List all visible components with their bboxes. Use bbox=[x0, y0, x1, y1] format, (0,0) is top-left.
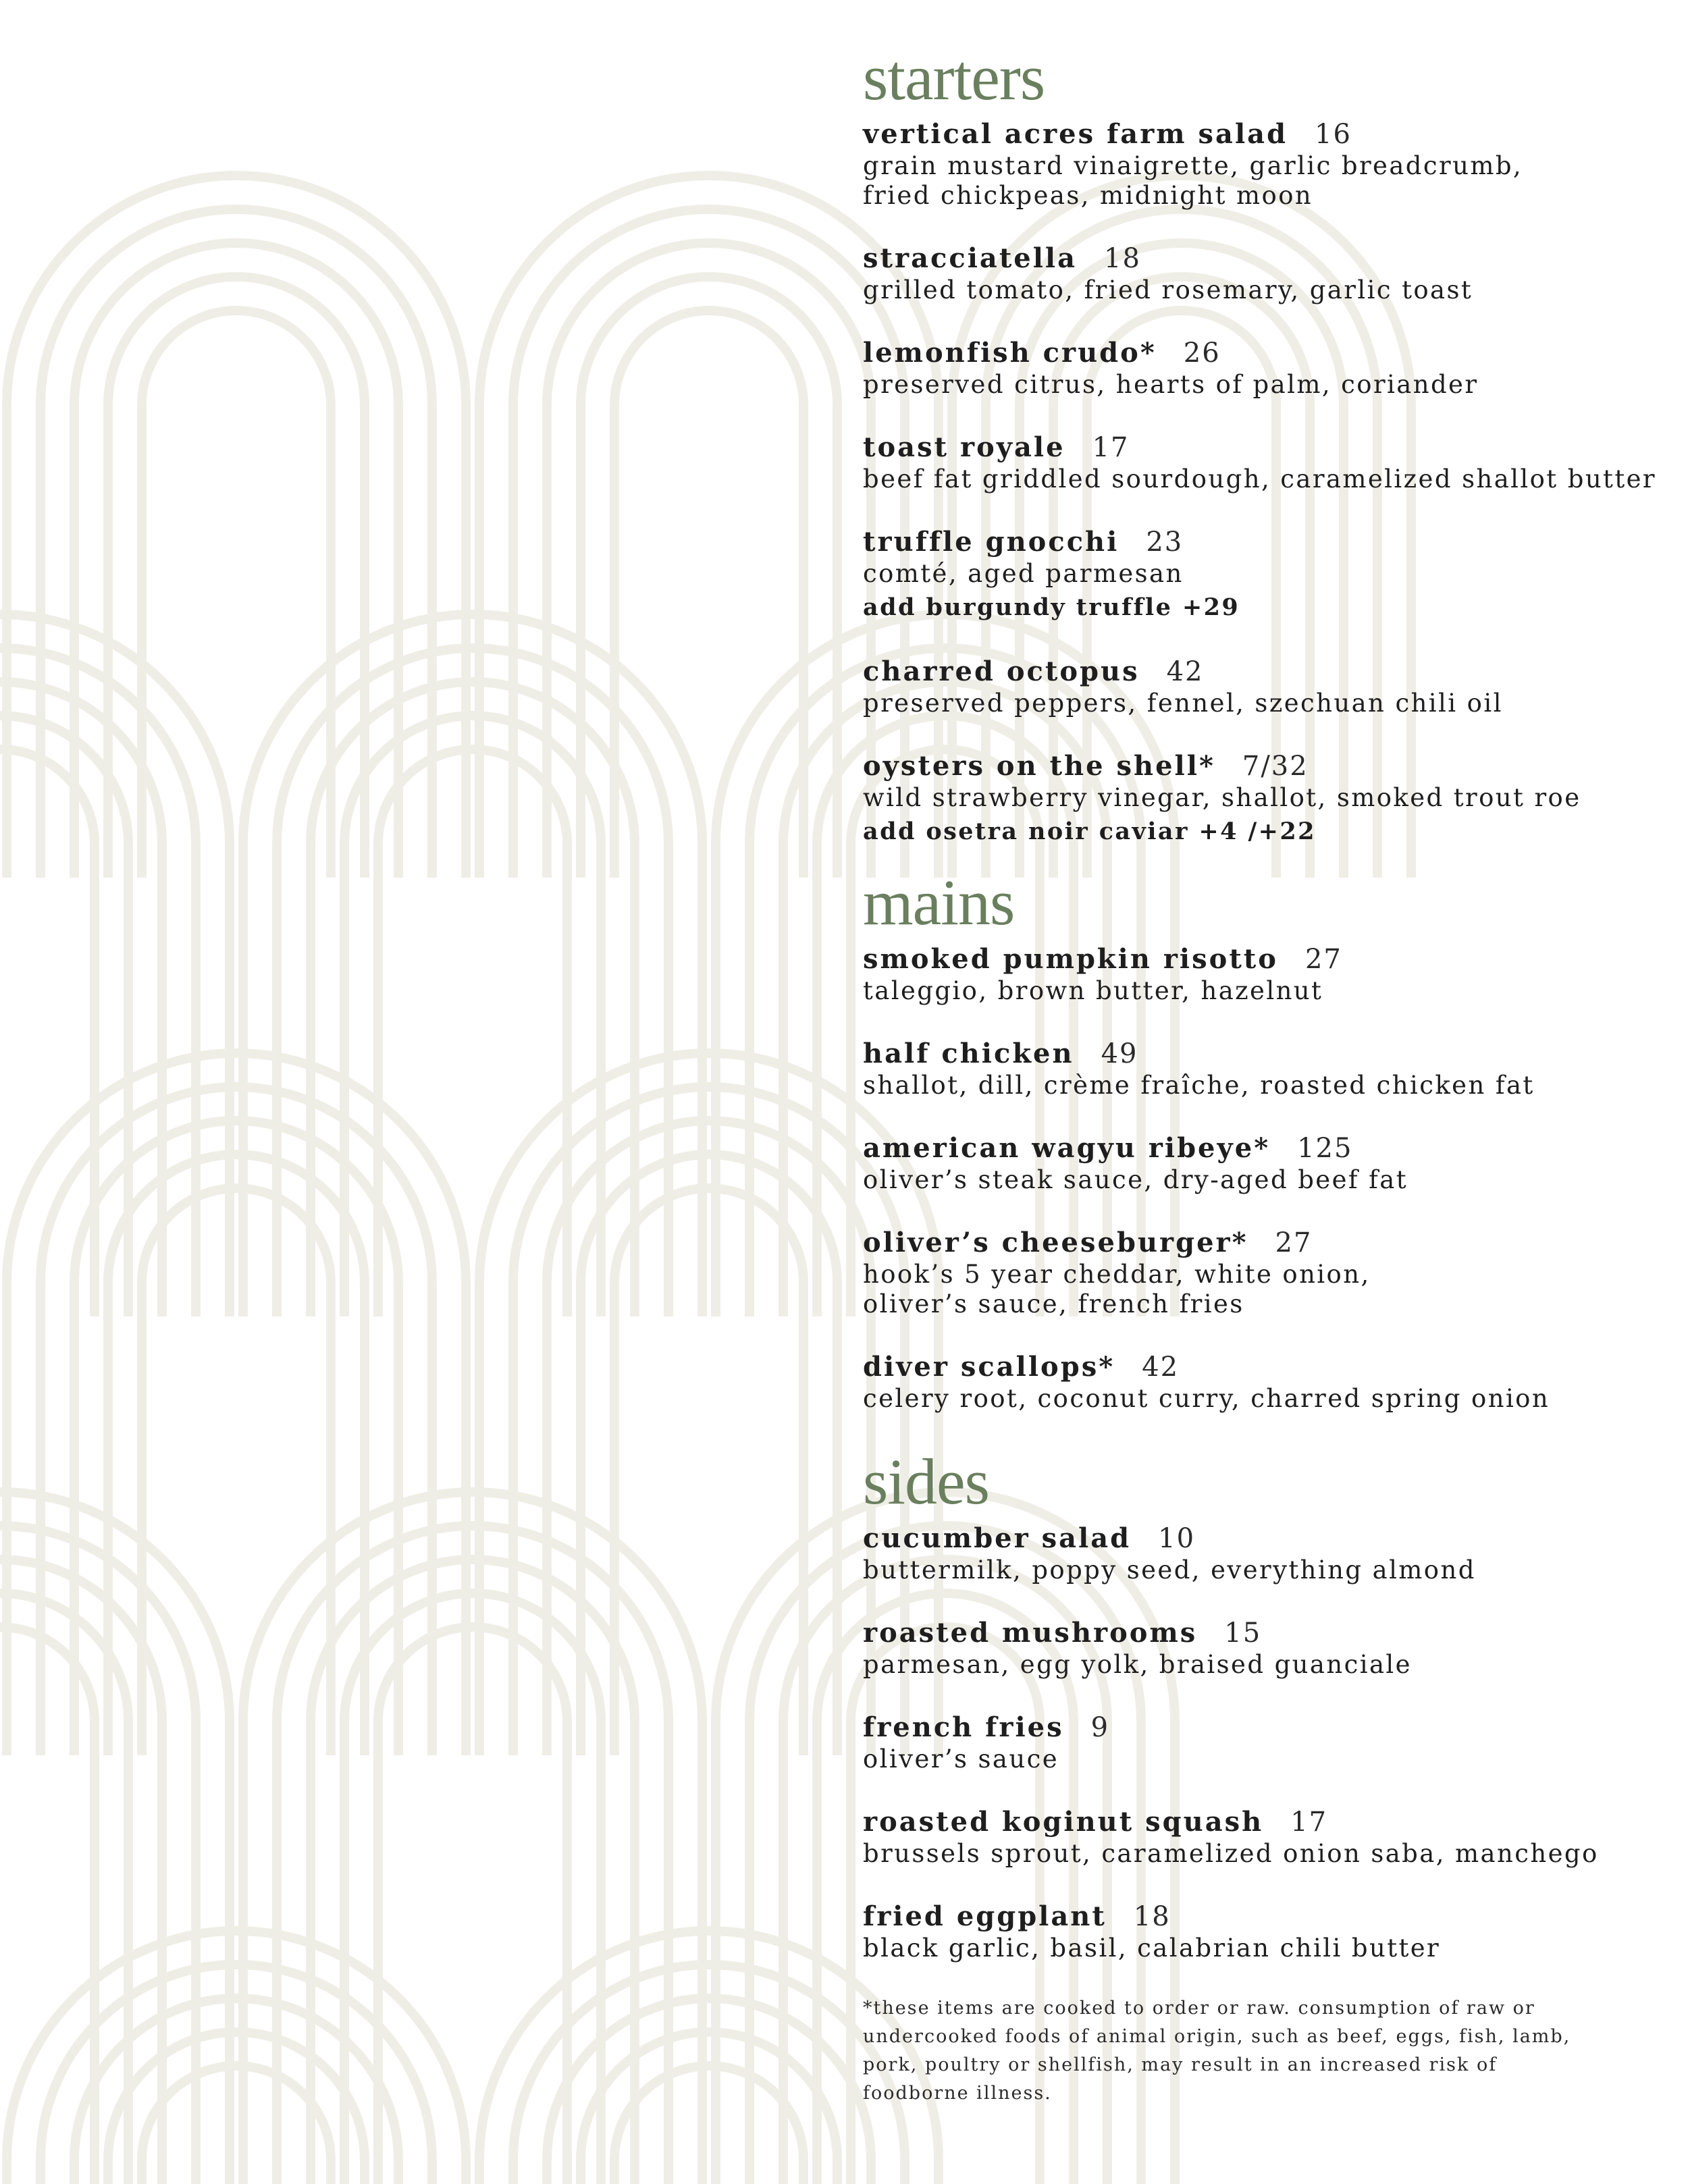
item-price: 18 bbox=[1104, 243, 1141, 274]
menu-item bbox=[863, 1350, 1660, 1414]
item-name: cucumber salad bbox=[863, 1522, 1132, 1554]
item-name: vertical acres farm salad bbox=[863, 118, 1288, 150]
menu-item bbox=[863, 1522, 1660, 1585]
section-sides bbox=[863, 1445, 1660, 1963]
item-description: grain mustard vinaigrette, garlic breadcrumb, fried chickpeas, midnight moon bbox=[863, 151, 1523, 210]
menu-item bbox=[863, 242, 1660, 305]
item-name: charred octopus bbox=[863, 656, 1140, 687]
item-addon: add osetra noir caviar +4 /+22 bbox=[863, 818, 1316, 845]
item-description: taleggio, brown butter, hazelnut bbox=[863, 976, 1323, 1005]
section-starters bbox=[863, 41, 1660, 848]
item-description: wild strawberry vinegar, shallot, smoked trout roe bbox=[863, 783, 1581, 812]
arch-shape bbox=[0, 614, 230, 1316]
item-name: toast royale bbox=[863, 431, 1065, 463]
section-mains bbox=[863, 865, 1660, 1414]
item-price: 16 bbox=[1315, 119, 1352, 150]
section-title: starters bbox=[863, 41, 1045, 113]
item-price: 27 bbox=[1275, 1227, 1313, 1258]
item-price: 49 bbox=[1101, 1038, 1138, 1069]
menu-item bbox=[863, 1226, 1660, 1319]
allergen-footnote: *these items are cooked to order or raw. consumption of raw or undercooked foods of animal origin, such as beef, eggs, fish, lamb, pork, poultry or shellfish, may result in an increased risk of foodborne illness. bbox=[863, 1998, 1571, 2104]
menu-column bbox=[863, 41, 1660, 2108]
item-name: french fries bbox=[863, 1711, 1064, 1743]
item-name: roasted koginut squash bbox=[863, 1806, 1264, 1838]
item-description: brussels sprout, caramelized onion saba, manchego bbox=[863, 1839, 1599, 1868]
menu-item bbox=[863, 942, 1660, 1006]
arch-shape bbox=[7, 176, 466, 878]
item-description: celery root, coconut curry, charred spring onion bbox=[863, 1384, 1550, 1413]
item-name: oysters on the shell* bbox=[863, 750, 1215, 782]
item-name: oliver’s cheeseburger* bbox=[863, 1227, 1248, 1258]
item-price: 7/32 bbox=[1242, 751, 1309, 782]
item-addon: add burgundy truffle +29 bbox=[863, 593, 1240, 621]
item-price: 17 bbox=[1092, 432, 1130, 463]
item-price: 125 bbox=[1297, 1133, 1353, 1164]
item-name: truffle gnocchi bbox=[863, 526, 1119, 558]
item-price: 27 bbox=[1304, 944, 1342, 975]
section-title: sides bbox=[863, 1445, 989, 1518]
item-price: 15 bbox=[1224, 1618, 1262, 1649]
item-price: 10 bbox=[1158, 1523, 1196, 1554]
item-price: 26 bbox=[1183, 338, 1221, 369]
item-name: american wagyu ribeye* bbox=[863, 1132, 1271, 1164]
item-description: beef fat griddled sourdough, caramelized shallot butter bbox=[863, 464, 1656, 494]
item-name: stracciatella bbox=[863, 242, 1078, 274]
item-name: lemonfish crudo* bbox=[863, 337, 1157, 369]
menu-item bbox=[863, 655, 1660, 718]
arch-shape bbox=[243, 614, 702, 1316]
item-description: shallot, dill, crème fraîche, roasted chicken fat bbox=[863, 1071, 1535, 1100]
item-price: 23 bbox=[1146, 527, 1184, 558]
arch-shape bbox=[7, 1931, 466, 2184]
menu-item bbox=[863, 1805, 1660, 1869]
section-title: mains bbox=[863, 866, 1015, 938]
menu-item bbox=[863, 1616, 1660, 1680]
menu-item bbox=[863, 1037, 1660, 1100]
item-price: 18 bbox=[1133, 1901, 1171, 1932]
menu-item bbox=[863, 1711, 1660, 1774]
item-description: oliver’s steak sauce, dry-aged beef fat bbox=[863, 1165, 1408, 1194]
item-description: preserved peppers, fennel, szechuan chili oil bbox=[863, 689, 1503, 718]
item-description: oliver’s sauce bbox=[863, 1744, 1059, 1774]
menu-item bbox=[863, 117, 1660, 211]
item-name: roasted mushrooms bbox=[863, 1617, 1198, 1649]
item-description: preserved citrus, hearts of palm, coriander bbox=[863, 370, 1479, 399]
menu-item bbox=[863, 749, 1660, 848]
item-price: 9 bbox=[1090, 1712, 1110, 1743]
item-description: black garlic, basil, calabrian chili butter bbox=[863, 1934, 1441, 1963]
item-description: comté, aged parmesan bbox=[863, 559, 1184, 588]
menu-item bbox=[863, 336, 1660, 400]
item-price: 42 bbox=[1142, 1352, 1180, 1383]
item-name: smoked pumpkin risotto bbox=[863, 943, 1278, 975]
menu-item bbox=[863, 431, 1660, 494]
item-description: parmesan, egg yolk, braised guanciale bbox=[863, 1650, 1412, 1679]
item-name: diver scallops* bbox=[863, 1351, 1115, 1383]
item-price: 17 bbox=[1290, 1807, 1328, 1838]
item-name: half chicken bbox=[863, 1038, 1074, 1069]
menu-item bbox=[863, 1131, 1660, 1195]
arch-shape bbox=[7, 1053, 466, 1755]
item-price: 42 bbox=[1166, 656, 1204, 687]
menu-item bbox=[863, 525, 1660, 624]
item-description: hook’s 5 year cheddar, white onion, oliver’s sauce, french fries bbox=[863, 1260, 1371, 1319]
item-name: fried eggplant bbox=[863, 1900, 1107, 1932]
item-description: buttermilk, poppy seed, everything almond bbox=[863, 1555, 1476, 1584]
item-description: grilled tomato, fried rosemary, garlic toast bbox=[863, 275, 1473, 304]
arch-shape bbox=[243, 1492, 702, 2184]
menu-item bbox=[863, 1900, 1660, 1963]
